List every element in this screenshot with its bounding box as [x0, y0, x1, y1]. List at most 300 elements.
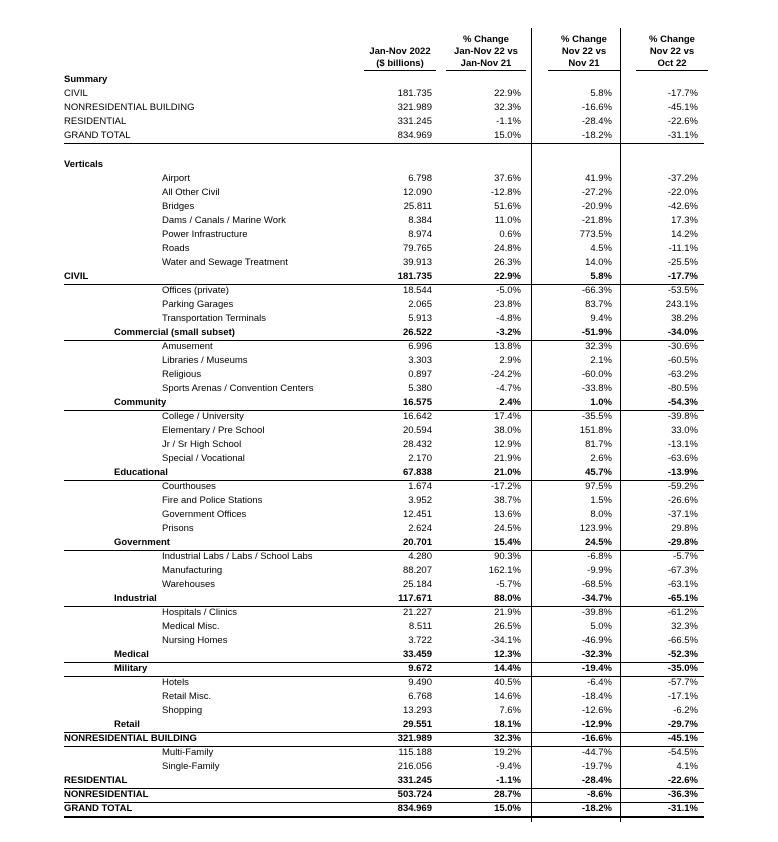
- row-value-3: -39.8%: [581, 607, 612, 618]
- row-value-1: 8.384: [408, 215, 432, 226]
- table-row: [64, 732, 704, 747]
- row-value-3: 5.0%: [590, 621, 612, 632]
- row-label: Airport: [162, 173, 190, 184]
- row-value-3: 2.1%: [590, 355, 612, 366]
- row-label: Shopping: [162, 705, 203, 716]
- row-value-3: -12.9%: [581, 719, 612, 730]
- row-value-3: 5.8%: [590, 88, 612, 99]
- row-label: RESIDENTIAL: [64, 775, 128, 786]
- row-value-3: -18.2%: [581, 803, 612, 814]
- row-value-2: 12.3%: [494, 649, 521, 660]
- row-value-3: -6.4%: [587, 677, 612, 688]
- row-label: Fire and Police Stations: [162, 495, 263, 506]
- row-value-1: 13.293: [402, 705, 432, 716]
- row-value-4: -39.8%: [667, 411, 698, 422]
- table-row: [64, 312, 704, 326]
- table-row: [64, 354, 704, 368]
- row-value-3: 2.6%: [590, 453, 612, 464]
- row-value-2: -12.8%: [490, 187, 521, 198]
- row-label: Government Offices: [162, 509, 247, 520]
- row-label: Transportation Terminals: [162, 313, 267, 324]
- row-label: GRAND TOTAL: [64, 130, 131, 141]
- table-row: [64, 284, 704, 298]
- table-row: [64, 410, 704, 424]
- table-row: [64, 452, 704, 466]
- row-value-3: -35.5%: [581, 411, 612, 422]
- row-value-4: -17.7%: [667, 271, 698, 282]
- row-value-2: 88.0%: [494, 593, 521, 604]
- row-value-1: 3.303: [408, 355, 432, 366]
- row-value-3: -8.6%: [587, 789, 612, 800]
- row-value-2: 19.2%: [494, 747, 521, 758]
- row-label: Manufacturing: [162, 565, 223, 576]
- row-label: Power Infrastructure: [162, 229, 248, 240]
- row-value-3: -46.9%: [581, 635, 612, 646]
- row-value-2: 2.4%: [499, 397, 521, 408]
- row-value-1: 321.989: [397, 102, 432, 113]
- row-value-1: 25.184: [402, 579, 432, 590]
- row-value-1: 117.671: [398, 593, 432, 604]
- row-value-1: 2.170: [408, 453, 432, 464]
- row-value-1: 331.245: [397, 116, 432, 127]
- row-value-3: 1.5%: [590, 495, 612, 506]
- row-value-3: -33.8%: [581, 383, 612, 394]
- row-label: Industrial Labs / Labs / School Labs: [162, 551, 313, 562]
- row-value-1: 2.065: [408, 299, 432, 310]
- row-label: Retail Misc.: [162, 691, 212, 702]
- row-value-4: -17.7%: [667, 88, 698, 99]
- row-label: Courthouses: [162, 481, 216, 492]
- row-value-2: 13.6%: [494, 509, 521, 520]
- row-label: Commercial (small subset): [114, 327, 235, 338]
- row-value-2: -4.7%: [496, 383, 521, 394]
- row-value-3: -16.6%: [581, 733, 612, 744]
- table-row: [64, 536, 704, 551]
- header-pct-change-nov-mom: % Change Nov 22 vs Oct 22: [636, 34, 708, 71]
- row-value-4: -31.1%: [667, 130, 698, 141]
- row-value-4: -45.1%: [667, 733, 698, 744]
- row-label: Nursing Homes: [162, 635, 228, 646]
- row-label: Summary: [64, 74, 108, 85]
- row-value-3: -18.4%: [581, 691, 612, 702]
- row-value-2: -3.2%: [496, 327, 521, 338]
- table-row: [64, 298, 704, 312]
- row-value-1: 3.952: [408, 495, 432, 506]
- row-value-1: 181.735: [397, 88, 432, 99]
- row-value-3: 123.9%: [579, 523, 612, 534]
- row-label: Parking Garages: [162, 299, 234, 310]
- row-value-3: -6.8%: [587, 551, 612, 562]
- row-value-4: -80.5%: [667, 383, 698, 394]
- header-jan-nov-2022: Jan-Nov 2022 ($ billions): [364, 46, 436, 71]
- table-row: [64, 802, 704, 818]
- table-row: [64, 438, 704, 452]
- row-value-1: 28.432: [402, 439, 432, 450]
- row-value-2: -1.1%: [496, 775, 521, 786]
- row-label: Amusement: [162, 341, 213, 352]
- table-row: [64, 662, 704, 677]
- row-value-4: -11.1%: [668, 243, 698, 254]
- row-value-1: 9.490: [408, 677, 432, 688]
- row-value-2: 28.7%: [494, 789, 521, 800]
- row-value-2: 0.6%: [499, 229, 521, 240]
- header-pct-change-nov-yoy: % Change Nov 22 vs Nov 21: [548, 34, 620, 71]
- row-value-1: 8.511: [408, 621, 432, 632]
- row-value-3: -32.3%: [581, 649, 612, 660]
- table-row: [64, 788, 704, 803]
- row-value-1: 25.811: [403, 201, 432, 212]
- row-value-3: -28.4%: [581, 116, 612, 127]
- table-row: [64, 592, 704, 607]
- row-value-1: 18.544: [402, 285, 432, 296]
- row-value-2: 90.3%: [494, 551, 521, 562]
- row-value-3: 45.7%: [585, 467, 612, 478]
- row-value-3: -51.9%: [581, 327, 612, 338]
- table-row: [64, 101, 704, 115]
- row-value-4: -67.3%: [667, 565, 698, 576]
- row-value-1: 6.798: [408, 173, 432, 184]
- table-row: [64, 73, 704, 87]
- row-value-2: 51.6%: [494, 201, 521, 212]
- row-value-3: 81.7%: [585, 439, 612, 450]
- row-value-1: 8.974: [408, 229, 432, 240]
- row-label: Offices (private): [162, 285, 229, 296]
- row-value-2: 24.8%: [494, 243, 521, 254]
- row-value-2: 23.8%: [494, 299, 521, 310]
- row-value-4: -63.1%: [667, 579, 698, 590]
- row-value-4: 14.2%: [671, 229, 698, 240]
- row-value-4: -26.6%: [667, 495, 698, 506]
- row-value-4: 243.1%: [665, 299, 698, 310]
- row-value-4: -13.9%: [667, 467, 698, 478]
- row-value-4: -54.5%: [667, 747, 698, 758]
- table-row: [64, 578, 704, 592]
- row-value-1: 4.280: [408, 551, 432, 562]
- row-value-4: -42.6%: [667, 201, 698, 212]
- table-row: [64, 774, 704, 789]
- row-value-4: -60.5%: [667, 355, 698, 366]
- table-row: [64, 690, 704, 704]
- row-value-4: -34.0%: [667, 327, 698, 338]
- row-value-3: -19.7%: [581, 761, 612, 772]
- row-value-3: 97.5%: [585, 481, 612, 492]
- row-value-4: 32.3%: [671, 621, 698, 632]
- row-value-2: 26.3%: [494, 257, 521, 268]
- row-value-1: 39.913: [402, 257, 432, 268]
- row-value-1: 5.380: [408, 383, 432, 394]
- row-label: Hotels: [162, 677, 189, 688]
- row-value-1: 20.701: [402, 537, 432, 548]
- row-value-2: 11.0%: [494, 215, 521, 226]
- row-value-2: 7.6%: [499, 705, 521, 716]
- row-value-2: 24.5%: [494, 523, 521, 534]
- table-row: [64, 256, 704, 270]
- row-value-3: 83.7%: [585, 299, 612, 310]
- row-value-1: 331.245: [397, 775, 432, 786]
- row-label: Special / Vocational: [162, 453, 245, 464]
- table-row: [64, 676, 704, 690]
- table-row: [64, 606, 704, 620]
- row-label: Military: [114, 663, 148, 674]
- row-value-3: 1.0%: [590, 397, 612, 408]
- table-row: [64, 115, 704, 129]
- row-value-3: -20.9%: [581, 201, 612, 212]
- row-value-2: 18.1%: [494, 719, 521, 730]
- row-value-3: 9.4%: [590, 313, 612, 324]
- row-value-2: -1.1%: [496, 116, 521, 127]
- row-value-4: -22.0%: [667, 187, 698, 198]
- row-value-1: 29.551: [402, 719, 432, 730]
- row-value-2: 14.4%: [494, 663, 521, 674]
- row-value-2: 40.5%: [494, 677, 521, 688]
- row-value-3: -18.2%: [581, 130, 612, 141]
- row-value-3: 14.0%: [585, 257, 612, 268]
- row-label: Government: [114, 537, 170, 548]
- table-row: [64, 480, 704, 494]
- row-value-2: 12.9%: [494, 439, 521, 450]
- row-label: Community: [114, 397, 167, 408]
- row-value-4: 4.1%: [676, 761, 698, 772]
- row-value-3: 32.3%: [585, 341, 612, 352]
- row-value-1: 3.722: [408, 635, 432, 646]
- table-row: [64, 340, 704, 354]
- row-label: Single-Family: [162, 761, 220, 772]
- table-row: [64, 718, 704, 733]
- row-value-3: -16.6%: [581, 102, 612, 113]
- row-value-4: -6.2%: [673, 705, 698, 716]
- table-row: [64, 186, 704, 200]
- row-label: NONRESIDENTIAL: [64, 789, 149, 800]
- table-row: [64, 522, 704, 536]
- row-value-1: 16.575: [402, 397, 432, 408]
- row-value-2: -34.1%: [490, 635, 521, 646]
- row-value-4: -13.1%: [667, 439, 698, 450]
- row-value-3: 5.8%: [590, 271, 612, 282]
- row-value-3: -27.2%: [581, 187, 612, 198]
- row-value-4: -37.1%: [667, 509, 698, 520]
- row-label: CIVIL: [64, 88, 88, 99]
- row-label: Multi-Family: [162, 747, 214, 758]
- row-value-3: 151.8%: [579, 425, 612, 436]
- row-value-4: -65.1%: [667, 593, 698, 604]
- row-label: Roads: [162, 243, 190, 254]
- row-label: Medical: [114, 649, 149, 660]
- row-value-3: 41.9%: [585, 173, 612, 184]
- row-value-1: 6.996: [408, 341, 432, 352]
- row-value-3: -34.7%: [581, 593, 612, 604]
- row-value-4: -22.6%: [667, 116, 698, 127]
- row-value-1: 9.672: [408, 663, 432, 674]
- header-pct-change-ytd: % Change Jan-Nov 22 vs Jan-Nov 21: [446, 34, 526, 71]
- row-label: Elementary / Pre School: [162, 425, 265, 436]
- table-row: [64, 704, 704, 718]
- row-value-4: 29.8%: [671, 523, 698, 534]
- row-value-2: 21.9%: [494, 453, 521, 464]
- row-label: Verticals: [64, 159, 104, 170]
- table-row: [64, 746, 704, 760]
- row-value-2: 15.4%: [494, 537, 521, 548]
- row-value-3: -21.8%: [581, 215, 612, 226]
- row-value-4: -63.6%: [667, 453, 698, 464]
- row-value-4: -59.2%: [667, 481, 698, 492]
- row-value-2: 14.6%: [494, 691, 521, 702]
- row-value-4: -17.1%: [667, 691, 698, 702]
- row-label: Dams / Canals / Marine Work: [162, 215, 286, 226]
- table-row: [64, 214, 704, 228]
- row-value-1: 21.227: [402, 607, 432, 618]
- row-value-4: -53.5%: [667, 285, 698, 296]
- table-row: [64, 760, 704, 774]
- row-value-2: 15.0%: [494, 803, 521, 814]
- row-label: Water and Sewage Treatment: [162, 257, 288, 268]
- row-value-3: -44.7%: [581, 747, 612, 758]
- table-row: [64, 326, 704, 341]
- row-label: All Other Civil: [162, 187, 220, 198]
- row-value-2: 162.1%: [488, 565, 521, 576]
- row-label: Jr / Sr High School: [162, 439, 242, 450]
- row-value-2: 32.3%: [494, 733, 521, 744]
- row-value-3: -9.9%: [587, 565, 612, 576]
- row-value-4: -31.1%: [667, 803, 698, 814]
- row-value-3: 773.5%: [579, 229, 612, 240]
- row-value-1: 115.188: [398, 747, 432, 758]
- row-value-2: 21.0%: [494, 467, 521, 478]
- row-value-2: -5.7%: [496, 579, 521, 590]
- table-row: [64, 634, 704, 648]
- table-row: [64, 129, 704, 144]
- row-value-2: -24.2%: [490, 369, 521, 380]
- table-row: [64, 368, 704, 382]
- row-label: Retail: [114, 719, 140, 730]
- row-value-4: 17.3%: [671, 215, 698, 226]
- table-row: [64, 200, 704, 214]
- row-value-2: 22.9%: [494, 271, 521, 282]
- row-value-3: -28.4%: [581, 775, 612, 786]
- row-value-2: 21.9%: [494, 607, 521, 618]
- row-value-3: 8.0%: [590, 509, 612, 520]
- row-value-3: 4.5%: [590, 243, 612, 254]
- row-value-1: 834.969: [397, 803, 432, 814]
- row-value-4: -29.7%: [667, 719, 698, 730]
- row-value-2: -5.0%: [496, 285, 521, 296]
- row-value-4: -63.2%: [667, 369, 698, 380]
- table-row: [64, 270, 704, 285]
- row-label: College / University: [162, 411, 244, 422]
- table-row: [64, 172, 704, 186]
- row-value-1: 1.674: [408, 481, 432, 492]
- row-label: RESIDENTIAL: [64, 116, 127, 127]
- row-label: Hospitals / Clinics: [162, 607, 237, 618]
- row-value-1: 79.765: [402, 243, 432, 254]
- table-row: [64, 564, 704, 578]
- row-value-4: 38.2%: [671, 313, 698, 324]
- table-row: [64, 508, 704, 522]
- row-value-2: 15.0%: [494, 130, 521, 141]
- row-value-1: 503.724: [397, 789, 432, 800]
- row-value-4: -29.8%: [667, 537, 698, 548]
- row-value-1: 2.624: [408, 523, 432, 534]
- row-label: Warehouses: [162, 579, 215, 590]
- table-row: [64, 466, 704, 481]
- row-value-1: 16.642: [402, 411, 432, 422]
- table-row: [64, 550, 704, 564]
- row-value-4: -36.3%: [667, 789, 698, 800]
- row-value-4: -30.6%: [667, 341, 698, 352]
- row-value-4: -22.6%: [667, 775, 698, 786]
- row-value-3: -19.4%: [581, 663, 612, 674]
- row-label: Religious: [162, 369, 202, 380]
- row-value-1: 0.897: [408, 369, 432, 380]
- row-value-2: 13.8%: [494, 341, 521, 352]
- row-value-2: 37.6%: [494, 173, 521, 184]
- table-row: [64, 382, 704, 396]
- row-value-4: -5.7%: [673, 551, 698, 562]
- row-label: Industrial: [114, 593, 157, 604]
- row-label: NONRESIDENTIAL BUILDING: [64, 102, 195, 113]
- row-value-1: 834.969: [397, 130, 432, 141]
- table-row: [64, 620, 704, 634]
- row-label: Educational: [114, 467, 168, 478]
- row-value-1: 5.913: [408, 313, 432, 324]
- table-row: [64, 87, 704, 101]
- row-value-3: -66.3%: [581, 285, 612, 296]
- row-value-1: 20.594: [402, 425, 432, 436]
- row-value-1: 12.451: [402, 509, 432, 520]
- row-value-2: 22.9%: [494, 88, 521, 99]
- row-value-2: 32.3%: [494, 102, 521, 113]
- row-value-4: -45.1%: [667, 102, 698, 113]
- table-row: [64, 242, 704, 256]
- row-value-4: -52.3%: [667, 649, 698, 660]
- row-label: Bridges: [162, 201, 195, 212]
- row-value-4: -66.5%: [667, 635, 698, 646]
- table-row: [64, 648, 704, 663]
- row-value-4: -57.7%: [667, 677, 698, 688]
- row-value-4: -54.3%: [667, 397, 698, 408]
- table-row: [64, 494, 704, 508]
- row-value-4: -37.2%: [667, 173, 698, 184]
- row-value-2: -9.4%: [496, 761, 521, 772]
- row-value-3: -60.0%: [581, 369, 612, 380]
- row-value-1: 33.459: [402, 649, 432, 660]
- row-label: Libraries / Museums: [162, 355, 248, 366]
- row-value-2: 38.7%: [494, 495, 521, 506]
- row-value-2: 38.0%: [494, 425, 521, 436]
- row-value-3: -12.6%: [581, 705, 612, 716]
- table-row: [64, 158, 704, 172]
- row-value-4: -35.0%: [667, 663, 698, 674]
- row-value-1: 181.735: [397, 271, 432, 282]
- row-label: GRAND TOTAL: [64, 803, 133, 814]
- row-value-2: 2.9%: [499, 355, 521, 366]
- row-value-2: -17.2%: [490, 481, 521, 492]
- row-value-3: -68.5%: [581, 579, 612, 590]
- row-label: Prisons: [162, 523, 194, 534]
- row-value-1: 67.838: [402, 467, 432, 478]
- row-value-1: 6.768: [408, 691, 432, 702]
- row-value-2: 26.5%: [494, 621, 521, 632]
- row-value-2: -4.8%: [496, 313, 521, 324]
- row-value-1: 12.090: [402, 187, 432, 198]
- row-value-4: -61.2%: [667, 607, 698, 618]
- row-value-1: 26.522: [402, 327, 432, 338]
- row-value-2: 17.4%: [494, 411, 521, 422]
- row-label: NONRESIDENTIAL BUILDING: [64, 733, 197, 744]
- row-value-3: 24.5%: [585, 537, 612, 548]
- row-value-1: 216.056: [397, 761, 432, 772]
- row-label: Medical Misc.: [162, 621, 220, 632]
- table-row: [64, 424, 704, 438]
